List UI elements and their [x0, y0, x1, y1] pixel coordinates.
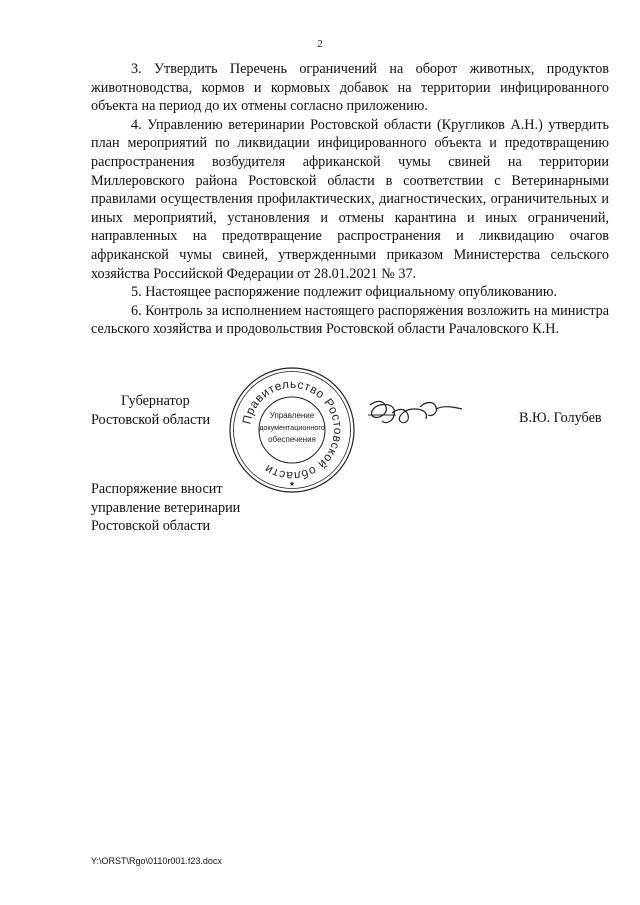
- signatory-title: [91, 392, 210, 430]
- seal-ring-text: Правительство Ростовской области: [239, 376, 346, 484]
- seal-center-line3: обеспечения: [268, 435, 316, 444]
- submitter-line3: Ростовской области: [91, 518, 211, 535]
- paragraph-4: 4. Управлению ветеринарии Ростовской области (Кругликов А.Н.) утвердить план мероприятий по ликвидации инфицированного объекта и предотвращению распространения возбудителя африканской чумы свиней на территории Миллеровского района Ростовской области в соответствии с Ветеринарными правилами осуществления профилактических, диагностических, ограничительных и иных мероприятий, установления и отмены карантина и иных ограничений, направленных на предотвращение распространения и ликвидацию очагов африканской чумы свиней, утвержденными приказом Министерства сельского хозяйства Российской Федерации от 28.01.2021 № 37.: [91, 116, 609, 282]
- submitter-line2: управление ветеринарии: [91, 499, 241, 516]
- file-path-footer: Y:\ORST\Rgo\0110r001.f23.docx: [91, 856, 222, 866]
- document-body: [91, 60, 609, 339]
- signatory-title-line1: Губернатор: [121, 393, 190, 409]
- official-seal: [227, 365, 357, 495]
- paragraph-3: 3. Утвердить Перечень ограничений на оборот животных, продуктов животноводства, кормов и кормовых добавок на территории инфицированного объекта на период до их отмены согласно приложению.: [91, 61, 609, 115]
- seal-center-line2: документационного: [259, 423, 325, 432]
- paragraph-6: 6. Контроль за исполнением настоящего распоряжения возложить на министра сельского хозяйства и продовольствия Ростовской области Рачаловского К.Н.: [91, 302, 609, 338]
- submitter-line1: Распоряжение вносит: [91, 481, 223, 497]
- signatory-name: В.Ю. Голубев: [519, 410, 602, 426]
- submitter-block: [91, 480, 240, 536]
- handwritten-signature: [366, 395, 466, 433]
- page-number: 2: [317, 38, 323, 50]
- seal-star-icon: ★: [288, 480, 296, 488]
- seal-center-line1: Управление: [269, 411, 315, 420]
- paragraph-5: 5. Настоящее распоряжение подлежит официальному опубликованию.: [131, 284, 558, 301]
- signatory-title-line2: Ростовской области: [91, 412, 211, 428]
